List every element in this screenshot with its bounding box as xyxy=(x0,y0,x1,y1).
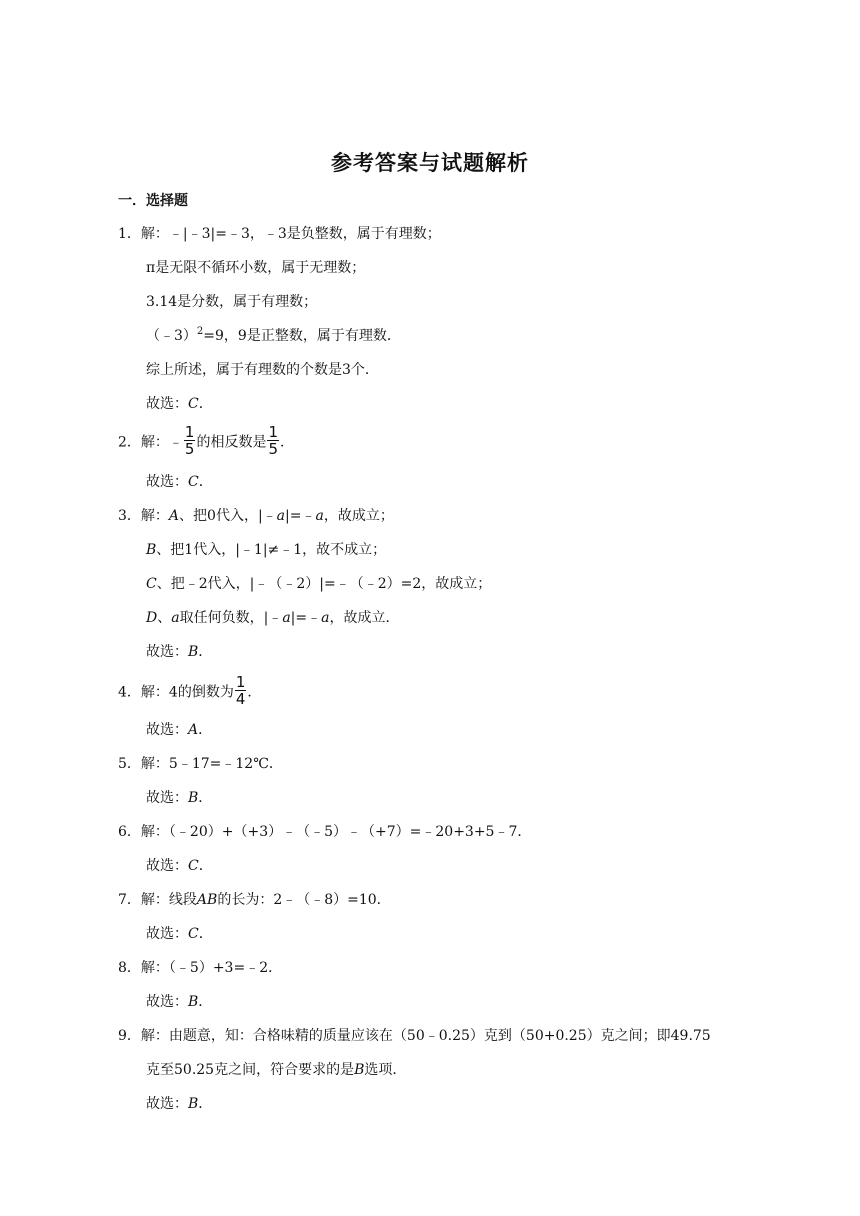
q3-l1f: ，故成立； xyxy=(323,508,394,524)
q7-number: 7． xyxy=(118,892,141,908)
q2-f2-denominator: 5 xyxy=(268,440,279,458)
q9-ans-prefix: 故选： xyxy=(146,1096,188,1112)
q9-line-1 xyxy=(118,1026,711,1046)
q2-f1-denominator: 5 xyxy=(184,440,195,458)
q1-line-1 xyxy=(118,224,441,244)
q4-line-1 xyxy=(118,673,262,709)
q4-number: 4． xyxy=(118,684,141,701)
q1-l4a: （﹣3） xyxy=(146,328,197,344)
q1-ans-suffix: ． xyxy=(198,396,213,412)
q1-exponent: 2 xyxy=(196,326,204,337)
q1-ans-prefix: 故选： xyxy=(146,396,188,412)
q3-l1b: 、把0代入，|﹣ xyxy=(179,508,277,524)
q3-ans-letter: B xyxy=(188,644,199,660)
q5-ans-letter: B xyxy=(188,790,199,806)
q7-ans-prefix: 故选： xyxy=(146,926,188,942)
q5-number: 5． xyxy=(118,756,141,772)
q2-ans-prefix: 故选： xyxy=(146,474,188,490)
q2-fraction-2 xyxy=(267,424,279,457)
q8-ans-letter: B xyxy=(188,994,199,1010)
q1-line-4 xyxy=(146,326,401,346)
q4-denominator: 4 xyxy=(235,690,246,708)
q3-l2b: 、把1代入，|﹣1|≠﹣1，故不成立； xyxy=(156,542,387,558)
q9-text-1: 解：由题意，知：合格味精的质量应该在（50﹣0.25）克到（50+0.25）克之间；即49.75 xyxy=(140,1028,711,1044)
q2-end: ． xyxy=(280,434,295,451)
q9-line-2 xyxy=(146,1060,406,1080)
q3-answer xyxy=(146,642,212,662)
q3-ans-suffix: ． xyxy=(198,644,213,660)
q3-l3b: 、把﹣2代入，|﹣（﹣2）|=﹣（﹣2）=2，故成立； xyxy=(156,576,492,592)
section-heading: 一．选择题 xyxy=(118,193,188,209)
q3-l4e: a xyxy=(282,610,291,626)
q9-l2b: 选项． xyxy=(364,1062,407,1078)
q7-answer xyxy=(146,924,213,944)
q1-text-1: 解：﹣|﹣3|=﹣3，﹣3是负整数，属于有理数； xyxy=(140,226,441,242)
q3-l1c: a xyxy=(276,508,286,524)
q7-line-1 xyxy=(118,890,391,910)
q3-l1v: A xyxy=(168,508,180,524)
q7-l1v: AB xyxy=(196,892,218,908)
q5-answer xyxy=(146,788,212,808)
q6-text: 解：（﹣20）+（+3）﹣（﹣5）﹣（+7）=﹣20+3+5﹣7． xyxy=(140,824,532,840)
q9-ans-suffix: ． xyxy=(198,1096,213,1112)
q9-ans-letter: B xyxy=(188,1096,199,1112)
q1-l4b: =9，9是正整数，属于有理数． xyxy=(203,328,401,344)
q2-mid: 的相反数是 xyxy=(196,434,267,451)
q9-l2v: B xyxy=(354,1062,365,1078)
q1-answer xyxy=(146,394,213,414)
q6-answer xyxy=(146,856,213,876)
q6-ans-letter: C xyxy=(188,858,199,874)
q9-number: 9． xyxy=(118,1028,141,1044)
q4-fraction xyxy=(235,674,247,707)
q3-l4b: 、 xyxy=(157,610,172,626)
q3-l2v: B xyxy=(146,542,157,558)
q4-ans-letter: A xyxy=(188,722,199,738)
q8-ans-prefix: 故选： xyxy=(146,994,188,1010)
q7-ans-suffix: ． xyxy=(198,926,213,942)
q2-fraction-1 xyxy=(184,424,196,457)
q3-l1d: |=﹣ xyxy=(285,508,316,524)
q4-ans-prefix: 故选： xyxy=(146,722,188,738)
q3-line-1 xyxy=(118,506,394,526)
q4-numerator: 1 xyxy=(235,673,246,691)
q2-f2-numerator: 1 xyxy=(268,423,279,441)
q8-answer xyxy=(146,992,212,1012)
q3-number: 3． xyxy=(118,508,141,524)
q1-ans-letter: C xyxy=(188,396,199,412)
q8-number: 8． xyxy=(118,960,141,976)
q5-line-1 xyxy=(118,754,283,774)
q3-l4c: a xyxy=(171,610,180,626)
q2-answer xyxy=(146,472,213,492)
q6-number: 6． xyxy=(118,824,141,840)
q3-line-4 xyxy=(146,608,399,628)
q2-pre: 解：﹣ xyxy=(140,434,183,451)
q8-ans-suffix: ． xyxy=(198,994,213,1010)
q1-line-2: π是无限不循环小数，属于无理数； xyxy=(146,260,366,276)
q7-ans-letter: C xyxy=(188,926,199,942)
q2-line-1 xyxy=(118,423,295,459)
q1-number: 1． xyxy=(118,226,141,242)
q3-l3v: C xyxy=(146,576,157,592)
q6-ans-prefix: 故选： xyxy=(146,858,188,874)
q4-answer xyxy=(146,720,212,740)
page-title: 参考答案与试题解析 xyxy=(331,151,529,175)
q2-ans-suffix: ． xyxy=(198,474,213,490)
q3-l4d: 取任何负数，|﹣ xyxy=(179,610,283,626)
q3-line-2 xyxy=(146,540,386,560)
q9-l2a: 克至50.25克之间，符合要求的是 xyxy=(146,1062,355,1078)
q4-pre: 解：4的倒数为 xyxy=(140,684,234,701)
q3-l4f: |=﹣ xyxy=(290,610,322,626)
q5-ans-prefix: 故选： xyxy=(146,790,188,806)
q3-ans-prefix: 故选： xyxy=(146,644,188,660)
q3-l4g: a xyxy=(321,610,330,626)
q8-line-1 xyxy=(118,958,282,978)
q5-text: 解：5﹣17=﹣12℃． xyxy=(140,756,283,772)
q7-l1a: 解：线段 xyxy=(140,892,197,908)
q1-line-3: 3.14是分数，属于有理数； xyxy=(146,294,318,310)
q4-end: ． xyxy=(247,684,262,701)
q4-ans-suffix: ． xyxy=(198,722,213,738)
q2-f1-numerator: 1 xyxy=(184,423,195,441)
q7-l1b: 的长为：2﹣（﹣8）=10． xyxy=(217,892,391,908)
q3-l1e: a xyxy=(315,508,324,524)
q1-line-5: 综上所述，属于有理数的个数是3个． xyxy=(146,362,379,378)
q2-number: 2． xyxy=(118,434,141,451)
q3-l4h: ，故成立． xyxy=(329,610,400,626)
q3-line-3 xyxy=(146,574,491,594)
q9-answer xyxy=(146,1094,212,1114)
q3-l1a: 解： xyxy=(140,508,169,524)
q6-line-1 xyxy=(118,822,531,842)
q3-l4v: D xyxy=(146,610,158,626)
q6-ans-suffix: ． xyxy=(198,858,213,874)
q8-text: 解：（﹣5）+3=﹣2． xyxy=(140,960,283,976)
q2-ans-letter: C xyxy=(188,474,199,490)
q5-ans-suffix: ． xyxy=(198,790,213,806)
